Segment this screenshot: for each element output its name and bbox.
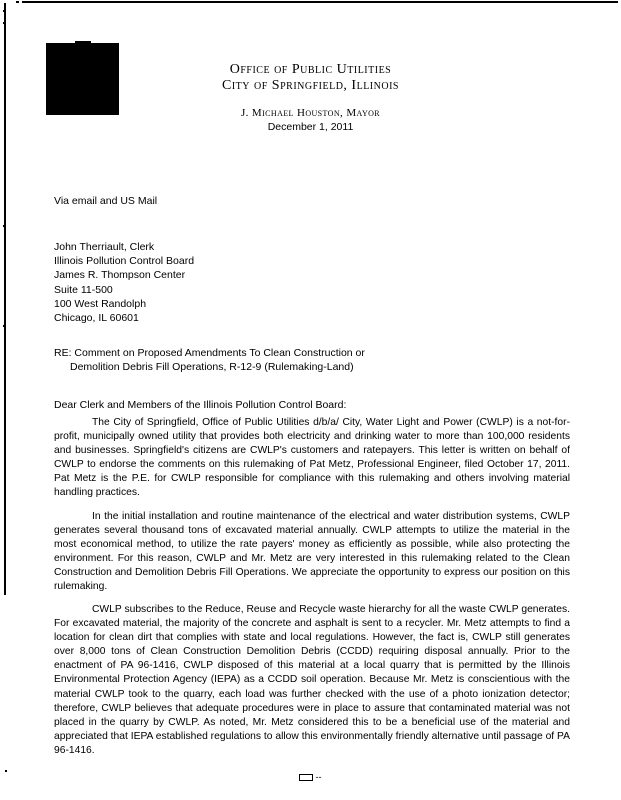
scan-top-edge — [22, 1, 140, 3]
page-mark-text: -- — [315, 772, 322, 782]
scan-speck — [3, 225, 5, 227]
page-footer — [299, 772, 322, 782]
recipient-line: Illinois Pollution Control Board — [54, 255, 195, 268]
letterhead-city: City of Springfield, Illinois — [222, 78, 399, 93]
scan-speck — [3, 325, 5, 327]
page-mark-icon — [299, 774, 313, 781]
body-paragraph: In the initial installation and routine maintenance of the electrical and water distribution systems, CWLP generates several thousand tons of excavated material annually. CWLP attempts to utilize the material in the most economical method, to utilize the rate payers' money as efficiently as possible, while also protecting the environment. For this reason, CWLP and Mr. Metz are very interested in this rulemaking related to the Clean Construction and Demolition Debris Fill Operations. We appreciate the opportunity to express our position on this rulemaking. — [54, 511, 570, 593]
recipient-line: John Therriault, Clerk — [54, 241, 155, 253]
recipient-line: 100 West Randolph — [54, 297, 147, 310]
letterhead-office: Office of Public Utilities — [229, 62, 392, 77]
body-paragraph: CWLP subscribes to the Reduce, Reuse and Recycle waste hierarchy for all the waste CWLP generates. For excavated material, the majority of the concrete and asphalt is sent to a recycler. Mr. Metz attempts to find a location for clean dirt that complies with state and local regulations. However, the fact is, CWLP still generates over 8,000 tons of Clean Construction Demolition Debris (CCDD) requiring disposal annually. Prior to the enactment of PA 96-1416, CWLP disposed of this material at a local quarry that is permitted by the Illinois Environmental Protection Agency (IEPA) as a CCDD soil operation. Because Mr. Metz is conscientious with the material CWLP took to the quarry, each load was further checked with the use of a photo ionization detector; therefore, CWLP believes that adequate procedures were in place to assure that contaminated material was not placed in the quarry by CWLP. As noted, Mr. Metz considered this to be a beneficial use of the material and appreciated that IEPA established regulations to allow this environmentally friendly alternative until passage of PA 96-1416. — [54, 604, 570, 756]
subject-line — [54, 346, 365, 374]
scan-speck — [3, 22, 5, 24]
recipient-address — [54, 240, 194, 325]
scan-speck — [5, 770, 7, 772]
letterhead-mayor: J. Michael Houston, Mayor — [240, 107, 381, 119]
letter-date: December 1, 2011 — [267, 121, 354, 133]
subject-line-2: Demolition Debris Fill Operations, R-12-9 (Rulemaking-Land) — [70, 361, 354, 374]
scan-edge-mark — [16, 1, 19, 3]
recipient-line: James R. Thompson Center — [54, 269, 186, 282]
scan-top-edge — [140, 1, 618, 3]
recipient-line: Suite 11-500 — [54, 283, 113, 296]
subject-line-1: RE: Comment on Proposed Amendments To Clean Construction or — [54, 347, 365, 359]
scan-speck — [3, 10, 5, 12]
body-paragraph: The City of Springfield, Office of Public Utilities d/b/a/ City, Water Light and Power (CWLP) is a not-for-profit, municipally owned utility that provides both electricity and drinking water to more than 100,000 residents and businesses. Springfield's citizens are CWLP's customers and ratepayers. This letter is written on behalf of CWLP to endorse the comments on this rulemaking of Pat Metz, Professional Engineer, filed October 17, 2011. Pat Metz is the P.E. for CWLP responsible for compliance with this rulemaking and others involving material handling practices. — [54, 417, 570, 499]
recipient-line: Chicago, IL 60601 — [54, 312, 139, 325]
salutation: Dear Clerk and Members of the Illinois Pollution Control Board: — [54, 399, 347, 411]
delivery-method: Via email and US Mail — [54, 195, 158, 207]
